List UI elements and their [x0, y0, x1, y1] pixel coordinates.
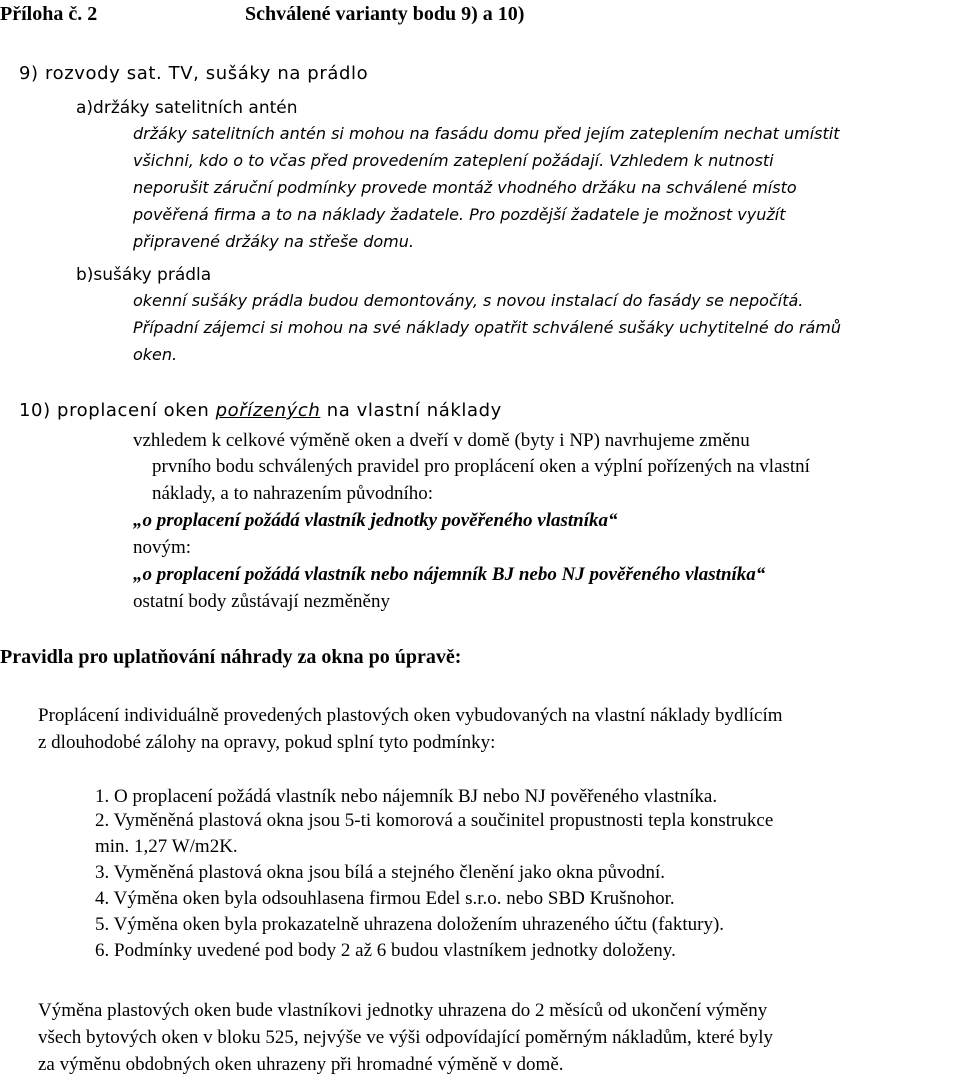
section-10-heading-start: 10) proplacení oken [19, 400, 216, 421]
rules-item: 1. O proplacení požádá vlastník nebo nájemník BJ nebo NJ pověřeného vlastníka. [95, 786, 718, 807]
rules-footer-line: za výměnu obdobných oken uhrazeny při hromadné výměně v domě. [38, 1054, 564, 1075]
rules-item: 2. Vyměněná plastová okna jsou 5-ti komorová a součinitel propustnosti tepla konstrukce [95, 810, 774, 831]
section-9b-heading: b)sušáky prádla [76, 265, 212, 285]
new-rule-quote: „o proplacení požádá vlastník nebo nájemník BJ nebo NJ pověřeného vlastníka“ [133, 564, 766, 585]
section-10-closing: ostatní body zůstávají nezměněny [133, 591, 390, 612]
section-10-line: prvního bodu schválených pravidel pro proplácení oken a výplní pořízených na vlastní [152, 456, 810, 477]
section-9-heading: 9) rozvody sat. TV, sušáky na prádlo [19, 63, 369, 84]
appendix-label: Příloha č. 2 [0, 3, 98, 25]
rules-footer-line: všech bytových oken v bloku 525, nejvýše ve výši odpovídající poměrným nákladům, které byly [38, 1027, 774, 1048]
section-9a-line: neporušit záruční podmínky provede montáž vhodného držáku na schválené místo [133, 178, 797, 197]
rules-footer-line: Výměna plastových oken bude vlastníkovi jednotky uhrazena do 2 měsíců od ukončení výměny [38, 1000, 768, 1021]
section-9a-heading: a)držáky satelitních antén [76, 98, 298, 118]
rules-intro-line: Proplácení individuálně provedených plastových oken vybudovaných na vlastní náklady bydlícím [38, 705, 783, 726]
rules-item: 3. Vyměněná plastová okna jsou bílá a stejného členění jako okna původní. [95, 862, 666, 883]
section-9a-line: všichni, kdo o to včas před provedením zateplení požádají. Vzhledem k nutnosti [133, 151, 774, 170]
rules-item: 5. Výměna oken byla prokazatelně uhrazena doložením uhrazeného účtu (faktury). [95, 914, 725, 935]
rules-intro-line: z dlouhodobé zálohy na opravy, pokud splní tyto podmínky: [38, 732, 496, 753]
old-rule-quote: „o proplacení požádá vlastník jednotky pověřeného vlastníka“ [133, 510, 618, 531]
section-9b-line: oken. [133, 345, 178, 364]
section-10-line: vzhledem k celkové výměně oken a dveří v domě (byty i NP) navrhujeme změnu [133, 430, 750, 451]
section-10-heading-end: na vlastní náklady [320, 400, 502, 421]
rules-item: 4. Výměna oken byla odsouhlasena firmou Edel s.r.o. nebo SBD Krušnohor. [95, 888, 675, 909]
page-title: Schválené varianty bodu 9) a 10) [245, 3, 525, 25]
section-9b-line: okenní sušáky prádla budou demontovány, s novou instalací do fasády se nepočítá. [133, 291, 804, 310]
section-10-line: náklady, a to nahrazením původního: [152, 483, 434, 504]
section-9a-line: připravené držáky na střeše domu. [133, 232, 414, 251]
rules-item: 6. Podmínky uvedené pod body 2 až 6 budou vlastníkem jednotky doloženy. [95, 940, 676, 961]
rules-heading: Pravidla pro uplatňování náhrady za okna po úpravě: [0, 646, 462, 668]
section-9a-line: držáky satelitních antén si mohou na fasádu domu před jejím zateplením nechat umístit [133, 124, 840, 143]
section-9b-line: Případní zájemci si mohou na své náklady opatřit schválené sušáky uchytitelné do rámů [133, 318, 841, 337]
section-9a-line: pověřená firma a to na náklady žadatele. Pro pozdější žadatele je možnost využít [133, 205, 786, 224]
rules-item-continuation: min. 1,27 W/m2K. [95, 836, 238, 857]
section-10-heading [19, 400, 502, 421]
new-rule-label: novým: [133, 537, 192, 558]
section-10-heading-underlined: pořízených [215, 400, 321, 421]
